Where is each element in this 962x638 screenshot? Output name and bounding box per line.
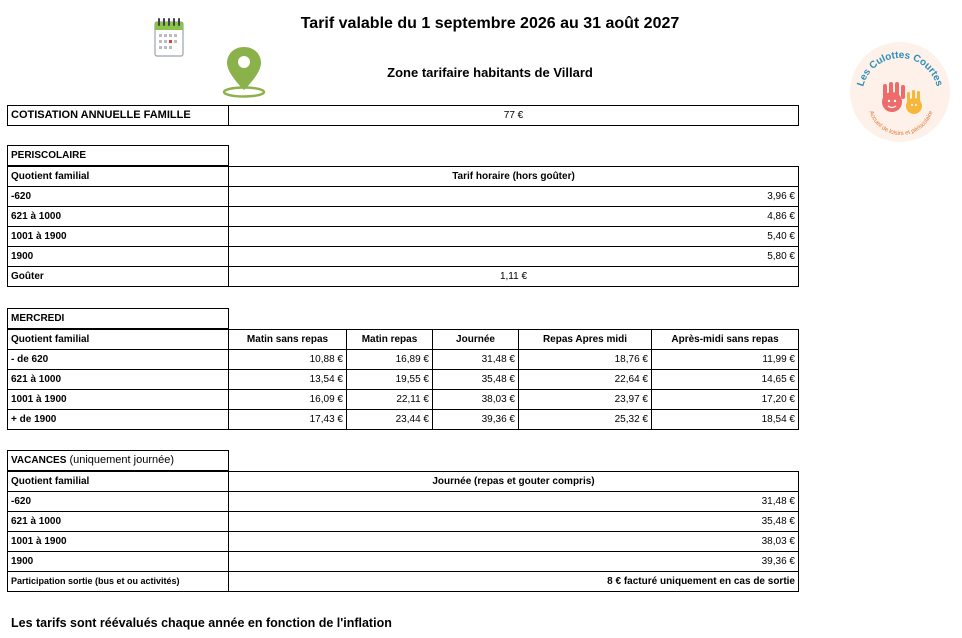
column-header: Quotient familial	[8, 167, 229, 187]
tarif-cell: 17,20 €	[652, 390, 799, 410]
table-row	[8, 492, 799, 512]
quotient-cell: - de 620	[8, 350, 229, 370]
table-row	[8, 512, 799, 532]
table-row	[8, 267, 799, 287]
quotient-cell: 1900	[8, 552, 229, 572]
quotient-cell: 1001 à 1900	[8, 390, 229, 410]
column-header: Quotient familial	[8, 472, 229, 492]
column-header: Après-midi sans repas	[652, 330, 799, 350]
table-row	[8, 187, 799, 207]
table-row	[8, 207, 799, 227]
quotient-cell: + de 1900	[8, 410, 229, 430]
column-header: Matin repas	[347, 330, 433, 350]
periscolaire-table	[7, 166, 799, 287]
quotient-cell: 1001 à 1900	[8, 227, 229, 247]
tarif-cell: 22,11 €	[347, 390, 433, 410]
tarif-cell: 5,40 €	[229, 227, 799, 247]
periscolaire-title: PERISCOLAIRE	[8, 146, 229, 166]
tarif-cell: 4,86 €	[229, 207, 799, 227]
tarif-cell: 18,76 €	[519, 350, 652, 370]
tarif-cell: 38,03 €	[433, 390, 519, 410]
quotient-cell: 621 à 1000	[8, 207, 229, 227]
sortie-value: 8 € facturé uniquement en cas de sortie	[229, 572, 799, 592]
tarif-cell: 38,03 €	[229, 532, 799, 552]
cotisation-table	[7, 105, 799, 126]
table-row	[8, 410, 799, 430]
vacances-label: VACANCES	[11, 455, 67, 466]
tarif-cell: 22,64 €	[519, 370, 652, 390]
brand-logo	[848, 40, 952, 144]
table-row	[8, 532, 799, 552]
tarif-cell: 39,36 €	[229, 552, 799, 572]
page-title: Tarif valable du 1 septembre 2026 au 31 août 2027	[300, 15, 680, 32]
column-header: Tarif horaire (hors goûter)	[229, 167, 799, 187]
column-header: Journée (repas et gouter compris)	[229, 472, 799, 492]
cotisation-value: 77 €	[229, 106, 799, 126]
logo-text-main: Les Culottes Courtes	[855, 49, 945, 88]
cotisation-label: COTISATION ANNUELLE FAMILLE	[8, 106, 229, 126]
sortie-label: Participation sortie (bus et ou activités)	[8, 572, 229, 592]
column-header: Matin sans repas	[229, 330, 347, 350]
tarif-cell: 3,96 €	[229, 187, 799, 207]
tarif-cell: 35,48 €	[433, 370, 519, 390]
tarif-cell: 23,97 €	[519, 390, 652, 410]
tarif-cell: 13,54 €	[229, 370, 347, 390]
zone-subtitle: Zone tarifaire habitants de Villard	[387, 65, 593, 80]
tarif-cell: 16,89 €	[347, 350, 433, 370]
quotient-cell: 1900	[8, 247, 229, 267]
mercredi-title: MERCREDI	[8, 309, 229, 329]
column-header: Repas Apres midi	[519, 330, 652, 350]
map-pin-icon	[221, 44, 267, 98]
tarif-cell: 23,44 €	[347, 410, 433, 430]
tarif-cell: 19,55 €	[347, 370, 433, 390]
mercredi-table	[7, 329, 799, 430]
quotient-cell: 621 à 1000	[8, 370, 229, 390]
table-row	[8, 572, 799, 592]
tarif-cell: 10,88 €	[229, 350, 347, 370]
tarif-cell: 14,65 €	[652, 370, 799, 390]
gouter-value: 1,11 €	[229, 267, 799, 287]
tarif-cell: 5,80 €	[229, 247, 799, 267]
tarif-cell: 18,54 €	[652, 410, 799, 430]
gouter-label: Goûter	[8, 267, 229, 287]
table-row	[8, 370, 799, 390]
column-header: Journée	[433, 330, 519, 350]
tarif-cell: 17,43 €	[229, 410, 347, 430]
tarif-cell: 31,48 €	[229, 492, 799, 512]
quotient-cell: 1001 à 1900	[8, 532, 229, 552]
footer-note: Les tarifs sont réévalués chaque année en fonction de l'inflation	[11, 616, 392, 630]
tarif-cell: 25,32 €	[519, 410, 652, 430]
quotient-cell: -620	[8, 492, 229, 512]
vacances-section-header	[7, 450, 229, 471]
table-row	[8, 390, 799, 410]
vacances-table	[7, 471, 799, 592]
periscolaire-section-header	[7, 145, 229, 166]
tarif-cell: 31,48 €	[433, 350, 519, 370]
table-row	[8, 227, 799, 247]
vacances-note: (uniquement journée)	[66, 454, 175, 466]
table-row	[8, 552, 799, 572]
quotient-cell: -620	[8, 187, 229, 207]
quotient-cell: 621 à 1000	[8, 512, 229, 532]
table-row	[8, 350, 799, 370]
tarif-cell: 35,48 €	[229, 512, 799, 532]
calendar-icon	[152, 14, 188, 60]
tarif-cell: 11,99 €	[652, 350, 799, 370]
table-row	[8, 247, 799, 267]
vacances-title	[8, 451, 229, 471]
tarif-cell: 39,36 €	[433, 410, 519, 430]
tarif-cell: 16,09 €	[229, 390, 347, 410]
logo-text-sub: Accueil de loisirs et périscolaire	[867, 110, 935, 138]
column-header: Quotient familial	[8, 330, 229, 350]
mercredi-section-header	[7, 308, 229, 329]
